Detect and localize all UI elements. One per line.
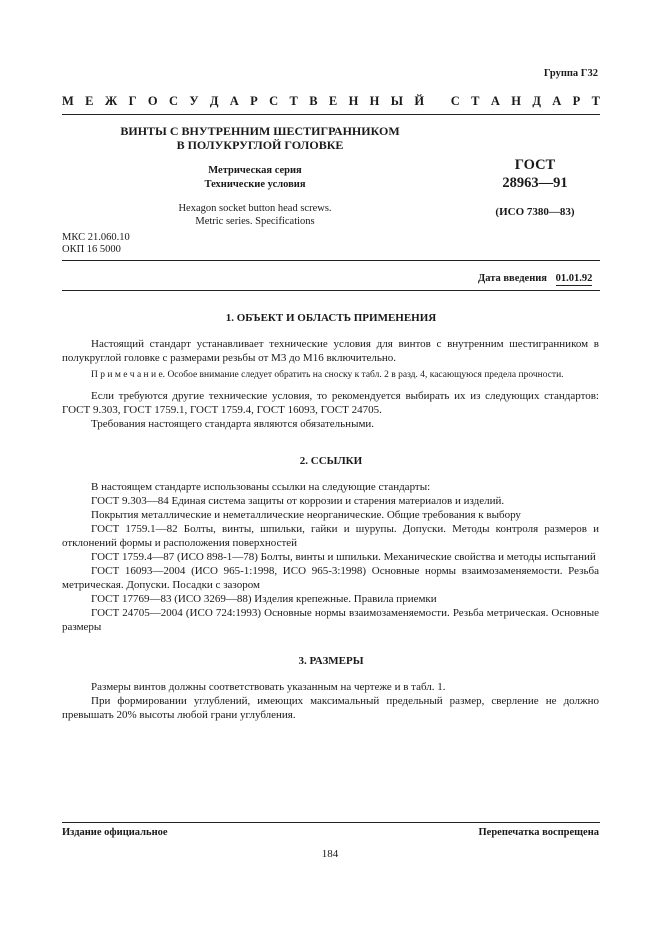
footer-edition: Издание официальное [62,827,168,838]
reference-gost-24705: ГОСТ 24705—2004 (ИСО 724:1993) Основные нормы взаимозаменяемости. Резьба метрическая. Основные размеры [62,607,599,633]
footer-rule [62,822,600,823]
banner-letter [435,94,439,109]
section-1-note [62,369,599,382]
section-1-paragraph-1: Настоящий стандарт устанавливает технические условия для винтов с внутренним шестигранником в полукруглой головке с размерами резьбы от М3 до М16 включительно. [62,338,599,364]
banner-letter: Р [250,94,258,108]
banner-letter: С [168,94,178,108]
reference-gost-9-303: ГОСТ 9.303—84 Единая система защиты от коррозии и старения материалов и изделий. [91,495,505,507]
section-1-body [62,337,599,431]
english-title [150,202,360,228]
gost-label: ГОСТ [514,157,556,173]
banner-letter: Н [511,94,521,108]
intro-date-value: 01.01.92 [555,273,593,284]
english-title-line-2: Metric series. Specifications [195,216,315,227]
section-1-paragraph-3: Требования настоящего стандарта являются обязательными. [91,418,375,430]
banner-letter: Е [328,94,338,108]
banner-letter: О [147,94,158,108]
series-label: Метрическая серия [208,165,302,176]
section-3-paragraph-2: При формировании углублений, имеющих максимальный предельный размер, сверление не должно превышать 20% высоты любой грани углубления. [62,695,599,721]
reference-gost-16093: ГОСТ 16093—2004 (ИСО 965-1:1998, ИСО 965-3:1998) Основные нормы взаимозаменяемости. Резьба метрическая. Допуски. Посадки с зазором [62,565,599,591]
banner-letter: Р [572,94,581,108]
banner-letter: С [269,94,279,108]
banner-letter: В [309,94,318,108]
gost-number: 28963—91 [502,175,568,191]
banner-letter: Й [414,94,425,108]
page-number: 184 [321,848,339,860]
iso-number: (ИСО 7380—83) [495,206,575,218]
section-3-heading: 3. РАЗМЕРЫ [298,655,364,667]
english-title-line-1: Hexagon socket button head screws. [178,203,332,214]
banner-letter: А [229,94,239,108]
banner-letter: Е [85,94,94,108]
standard-banner [62,94,600,109]
reference-gost-17769: ГОСТ 17769—83 (ИСО 3269—88) Изделия крепежные. Правила приемки [91,593,437,605]
banner-letter: А [552,94,562,108]
intro-date [478,273,592,286]
subtitle-block [160,164,350,192]
banner-letter: У [189,94,199,108]
reference-gost-9-303-cont: Покрытия металлические и неметаллические неорганические. Общие требования к выбору [91,509,521,521]
section-3-body [62,680,599,722]
group-label: Группа Г32 [543,68,598,79]
header-rule [62,260,600,261]
section-2-heading: 2. ССЫЛКИ [299,455,363,467]
title-line-2: В ПОЛУКРУГЛОЙ ГОЛОВКЕ [176,138,344,152]
gost-block [470,156,600,192]
title-block [100,124,420,152]
section-3-paragraph-1: Размеры винтов должны соответствовать указанным на чертеже и в табл. 1. [91,681,446,693]
reference-gost-1759-4: ГОСТ 1759.4—87 (ИСО 898-1—78) Болты, винты и шпильки. Механические свойства и методы испытаний [91,551,596,563]
banner-letter: Ы [390,94,404,108]
note-label: П р и м е ч а н и е. [91,370,166,380]
banner-letter: Н [369,94,380,108]
classifier-block [62,232,130,256]
banner-letter: Д [209,94,219,108]
banner-letter: Т [591,94,600,108]
banner-rule [62,114,600,115]
note-text: Особое внимание следует обратить на сноску к табл. 2 в разд. 4, касающуюся предела прочности. [165,370,564,380]
banner-letter: Т [289,94,298,108]
okp-code: ОКП 16 5000 [62,244,121,255]
title-line-1: ВИНТЫ С ВНУТРЕННИМ ШЕСТИГРАННИКОМ [120,124,400,138]
section-1-paragraph-2: Если требуются другие технические условия, то рекомендуется выбирать их из следующих стандартов: ГОСТ 9.303, ГОСТ 1759.1, ГОСТ 1759.4, ГОСТ 16093, ГОСТ 24705. [62,390,599,416]
mks-code: МКС 21.060.10 [62,232,130,243]
conditions-label: Технические условия [204,179,306,190]
reference-gost-1759-1: ГОСТ 1759.1—82 Болты, винты, шпильки, гайки и шурупы. Допуски. Методы контроля размеров и отклонений формы и расположения поверхностей [62,523,599,549]
section-2-body [62,480,599,634]
section-2-intro: В настоящем стандарте использованы ссылки на следующие стандарты: [91,481,431,493]
banner-letter: Г [128,94,137,108]
section-1-heading: 1. ОБЪЕКТ И ОБЛАСТЬ ПРИМЕНЕНИЯ [225,312,437,324]
banner-letter: Т [471,94,480,108]
banner-letter: Ж [104,94,118,108]
intro-date-label: Дата введения [478,273,547,284]
banner-letter: М [62,94,74,108]
banner-letter: Н [348,94,359,108]
date-rule [62,290,600,291]
footer-reprint: Перепечатка воспрещена [478,827,599,838]
banner-letter: Д [532,94,541,108]
banner-letter: С [450,94,460,108]
banner-letter: А [490,94,500,108]
